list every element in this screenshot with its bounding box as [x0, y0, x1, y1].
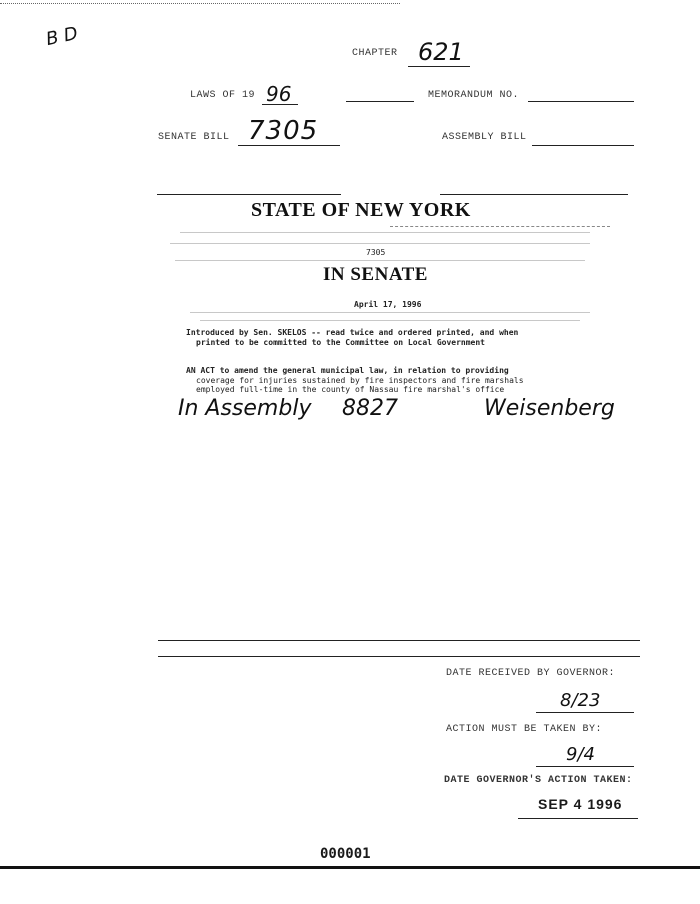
scan-noise	[170, 243, 590, 244]
received-label: DATE RECEIVED BY GOVERNOR:	[446, 668, 616, 679]
chapter-value: 621	[418, 38, 464, 66]
chapter-label: CHAPTER	[352, 48, 398, 59]
chamber-heading: IN SENATE	[323, 264, 428, 285]
bill-rule-left	[157, 194, 341, 195]
action-taken-underline	[518, 818, 638, 819]
senate-bill-value: 7305	[248, 116, 319, 146]
action-by-label: ACTION MUST BE TAKEN BY:	[446, 724, 603, 735]
action-by-underline	[536, 766, 634, 767]
act-line-2: coverage for injuries sustained by fire inspectors and fire marshals	[196, 376, 524, 385]
senate-bill-label: SENATE BILL	[158, 132, 230, 143]
act-line-3: employed full-time in the county of Nassau fire marshal's office	[196, 385, 505, 394]
action-by-value: 9/4	[566, 744, 595, 765]
laws-label: LAWS OF 19	[190, 90, 256, 101]
bottom-edge-rule	[0, 866, 700, 869]
bill-rule-right	[440, 194, 628, 195]
memorandum-label: MEMORANDUM NO.	[428, 90, 520, 101]
introduced-line-1: Introduced by Sen. SKELOS -- read twice and ordered printed, and when	[186, 328, 519, 337]
page-number: 000001	[320, 846, 371, 862]
separator-rule-1	[158, 640, 640, 641]
bill-date: April 17, 1996	[354, 300, 422, 309]
memorandum-underline	[528, 101, 634, 102]
senate-bill-underline	[238, 145, 340, 146]
scan-noise	[190, 312, 590, 313]
chapter-underline	[408, 66, 470, 67]
introduced-line-2: printed to be committed to the Committee on Local Government	[196, 338, 485, 347]
separator-rule-2	[158, 656, 640, 657]
assembly-note-number: 8827	[342, 396, 398, 421]
laws-value: 96	[266, 82, 292, 106]
assembly-bill-label: ASSEMBLY BILL	[442, 132, 527, 143]
top-edge-rule	[0, 3, 400, 4]
laws-underline	[262, 104, 298, 105]
memorandum-pre-line	[346, 101, 414, 102]
act-line-1: AN ACT to amend the general municipal law, in relation to providing	[186, 366, 509, 375]
assembly-bill-underline	[532, 145, 634, 146]
received-value: 8/23	[560, 690, 601, 711]
action-taken-label: DATE GOVERNOR'S ACTION TAKEN:	[444, 775, 633, 786]
bill-number: 7305	[366, 248, 386, 257]
state-title: STATE OF NEW YORK	[251, 199, 471, 221]
title-underline	[390, 226, 610, 227]
scan-noise	[200, 320, 580, 321]
received-underline	[536, 712, 634, 713]
assembly-note-sponsor: Weisenberg	[484, 396, 615, 421]
corner-mark: B D	[44, 22, 80, 51]
assembly-note-label: In Assembly	[178, 396, 312, 421]
scan-noise	[175, 260, 585, 261]
action-taken-stamp: SEP 4 1996	[538, 796, 623, 812]
scan-noise	[180, 232, 590, 233]
